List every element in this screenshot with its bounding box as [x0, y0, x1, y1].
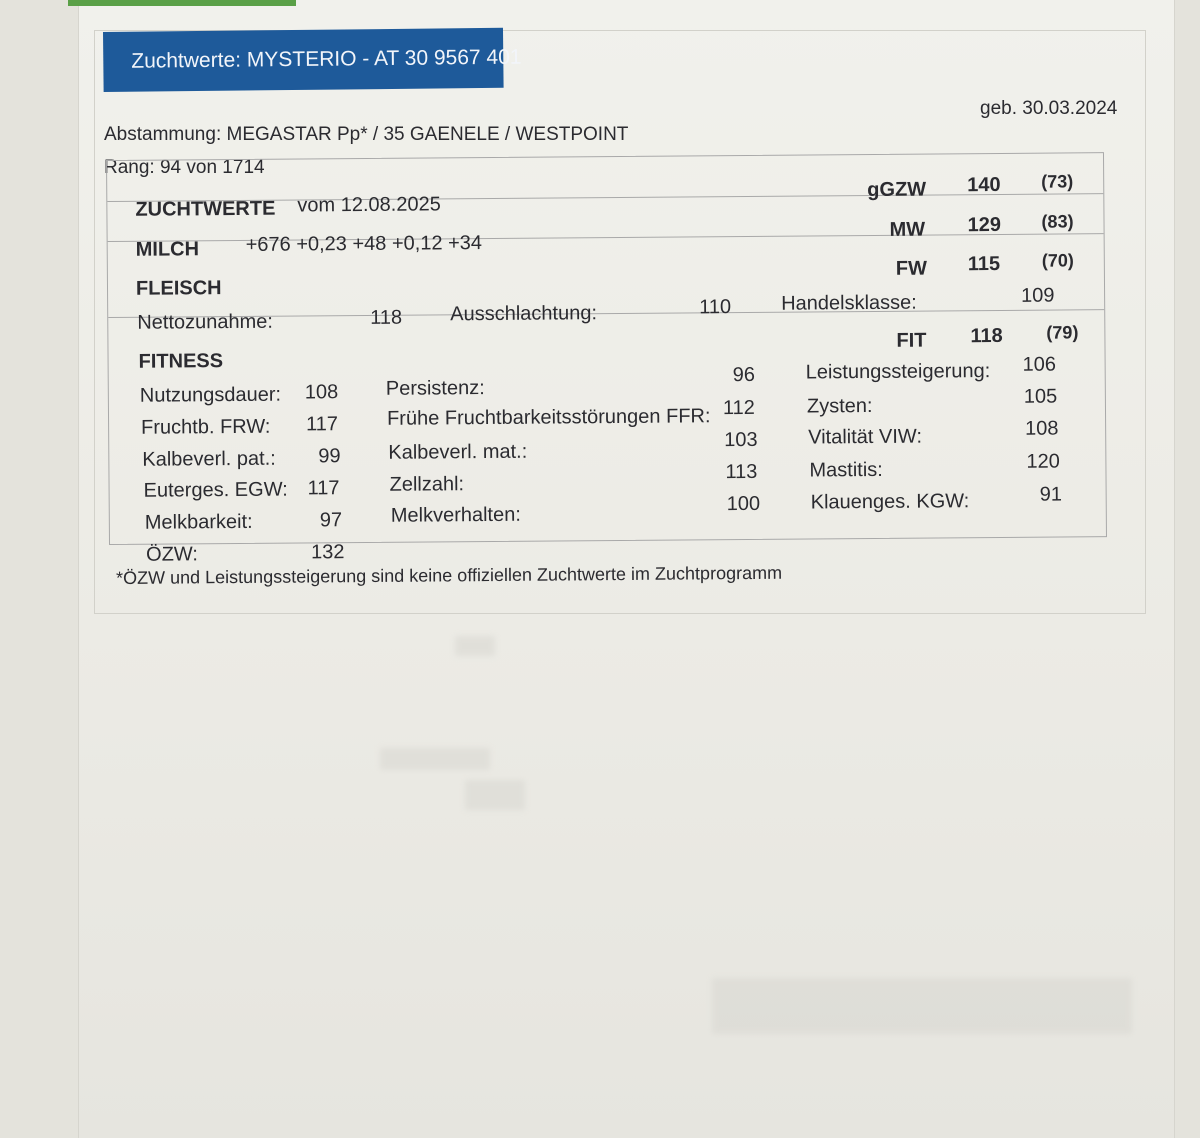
klauenges-value: 91 — [1039, 483, 1062, 506]
nutzungsdauer-value: 108 — [304, 381, 339, 404]
ausschlachtung-label: Ausschlachtung: — [450, 302, 598, 326]
ffr-value: 112 — [722, 396, 755, 420]
persistenz-value: 96 — [732, 363, 756, 387]
fitness-label: FITNESS — [138, 350, 224, 373]
fruchtb-frw-label: Fruchtb. FRW: — [141, 415, 271, 439]
melkverhalten-value: 100 — [726, 492, 761, 516]
euterges-egw-label: Euterges. EGW: — [143, 478, 288, 502]
fruchtb-frw-value: 117 — [305, 413, 339, 436]
birth-date: geb. 30.03.2024 — [980, 98, 1118, 119]
mw-sicherheit: (83) — [1041, 211, 1074, 232]
melkbarkeit-value: 97 — [319, 509, 343, 532]
footnote: *ÖZW und Leistungssteigerung sind keine offiziellen Zuchtwerte im Zuchtprogramm — [116, 562, 783, 588]
kalbeverl-mat-label: Kalbeverl. mat.: — [388, 440, 528, 464]
show-through-block — [380, 748, 490, 770]
kalbeverl-pat-value: 99 — [318, 445, 341, 468]
nettozunahme-value: 118 — [370, 306, 403, 329]
persistenz-label: Persistenz: — [385, 377, 485, 400]
klauenges-label: Klauenges. KGW: — [810, 490, 970, 514]
fit-value: 118 — [970, 324, 1003, 348]
zuchtwerte-label: ZUCHTWERTE — [135, 197, 276, 221]
zellzahl-value: 113 — [725, 460, 758, 484]
zuchtwerte-date: vom 12.08.2025 — [297, 193, 441, 217]
ggzw-key: gGZW — [867, 178, 927, 202]
fit-sicherheit: (79) — [1046, 322, 1079, 343]
show-through-block — [712, 978, 1132, 1034]
kalbeverl-mat-value: 103 — [724, 428, 758, 452]
rank-text: Rang: 94 von 1714 — [104, 157, 265, 178]
melkverhalten-label: Melkverhalten: — [390, 503, 521, 527]
leistungssteigerung-label: Leistungssteigerung: — [805, 360, 991, 384]
mastitis-value: 120 — [1026, 450, 1060, 473]
fit-key: FIT — [896, 329, 927, 352]
show-through-block — [465, 780, 525, 810]
handelsklasse-label: Handelsklasse: — [781, 291, 917, 315]
ozw-label: ÖZW: — [146, 543, 199, 566]
show-through-block — [455, 636, 495, 656]
vitalitaet-label: Vitalität VIW: — [808, 425, 923, 449]
ausschlachtung-value: 110 — [699, 296, 732, 319]
nettozunahme-label: Nettozunahme: — [137, 310, 274, 334]
leistungssteigerung-value: 106 — [1022, 353, 1057, 376]
page-title: Zuchtwerte: MYSTERIO - AT 30 9567 401 — [103, 28, 504, 92]
melkbarkeit-label: Melkbarkeit: — [144, 510, 253, 534]
zellzahl-label: Zellzahl: — [389, 473, 465, 496]
ggzw-sicherheit: (73) — [1041, 171, 1074, 192]
vitalitaet-value: 108 — [1025, 417, 1059, 440]
handelsklasse-value: 109 — [1021, 284, 1055, 307]
ozw-value: 132 — [311, 541, 345, 564]
breeding-values-table — [106, 152, 1107, 566]
zysten-label: Zysten: — [806, 394, 873, 418]
zysten-value: 105 — [1023, 385, 1058, 408]
fw-value: 115 — [967, 252, 1001, 276]
mw-key: MW — [889, 218, 926, 241]
mw-value: 129 — [967, 213, 1001, 237]
milch-values: +676 +0,23 +48 +0,12 +34 — [245, 232, 483, 256]
fleisch-label: FLEISCH — [135, 277, 222, 300]
pedigree-text: Abstammung: MEGASTAR Pp* / 35 GAENELE / WESTPOINT — [104, 124, 629, 145]
nutzungsdauer-label: Nutzungsdauer: — [139, 383, 282, 407]
mastitis-label: Mastitis: — [809, 458, 883, 482]
milch-label: MILCH — [135, 238, 200, 261]
fw-key: FW — [895, 257, 928, 280]
ggzw-value: 140 — [967, 173, 1001, 197]
green-top-strip — [68, 0, 296, 6]
euterges-egw-value: 117 — [307, 477, 340, 500]
kalbeverl-pat-label: Kalbeverl. pat.: — [142, 447, 276, 471]
ffr-label: Frühe Fruchtbarkeitsstörungen FFR: — [386, 405, 711, 430]
fw-sicherheit: (70) — [1041, 250, 1074, 271]
